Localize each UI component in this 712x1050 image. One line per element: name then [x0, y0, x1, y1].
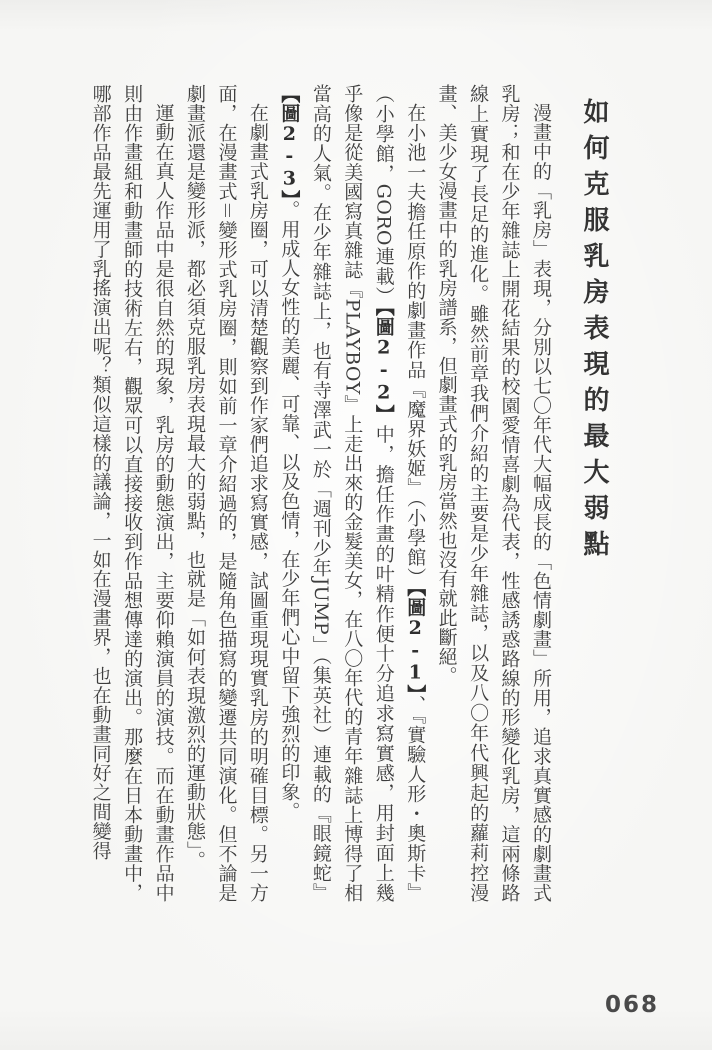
paragraph: 在劇畫式乳房圈，可以清楚觀察到作家們追求寫實感，試圖重現現實乳房的明確目標。另一方面，在漫畫式＝變形式乳房圈，則如前一章介紹過的，是隨角色描寫的變遷共同演化。但不論是劇畫派還是變形派，都必須克服乳房表現最大的弱點，也就是「如何表現激烈的運動狀態」。 — [184, 84, 269, 902]
article-body — [84, 84, 556, 902]
paragraph: 在小池一夫擔任原作的劇畫作品『魔界妖姬』（小學館）【圖2-1】、『實驗人形・奧斯卡』（小學館，GORO連載）【圖2-2】中，擔任作畫的叶精作便十分追求寫實感，用封面上幾乎像是從美國寫真雜誌『PLAYBOY』上走出來的金髮美女，在八〇年代的青年雜誌上博得了相當高的人氣。在少年雜誌上，也有寺澤武一於「週刊少年JUMP」（集英社）連載的『眼鏡蛇』【圖2-3】。用成人女性的美麗、可靠、以及色情，在少年們心中留下強烈的印象。 — [278, 84, 427, 903]
article — [84, 84, 612, 902]
paragraph: 漫畫中的「乳房」表現，分別以七〇年代大幅成長的「色情劇畫」所用，追求真實感的劇畫式乳房；和在少年雜誌上開花結果的校園愛情喜劇為代表，性感誘惑路線的形變化乳房，這兩條路線上實現了長足的進化。雖然前章我們介紹的主要是少年雜誌，以及八〇年代興起的蘿莉控漫畫、美少女漫畫中的乳房譜系，但劇畫式的乳房當然也沒有就此斷絕。 — [435, 84, 552, 902]
figure-reference: 【圖2-3】 — [278, 84, 301, 200]
figure-reference: 【圖2-2】 — [372, 306, 395, 425]
paragraph: 運動在真人作品中是很自然的現象，乳房的動態演出，主要仰賴演員的演技。而在動畫作品中則由作畫組和動畫師的技術左右，觀眾可以直接接收到作品想傳達的演出。那麼在日本動畫中，哪部作品最先運用了乳搖演出呢？類似這樣的議論，一如在漫畫界，也在動畫同好之間變得 — [89, 84, 175, 902]
chapter-title: 如何克服乳房表現的最大弱點 — [579, 98, 609, 566]
page-number: 068 — [605, 992, 660, 1018]
figure-reference: 【圖2-1】 — [404, 586, 427, 695]
